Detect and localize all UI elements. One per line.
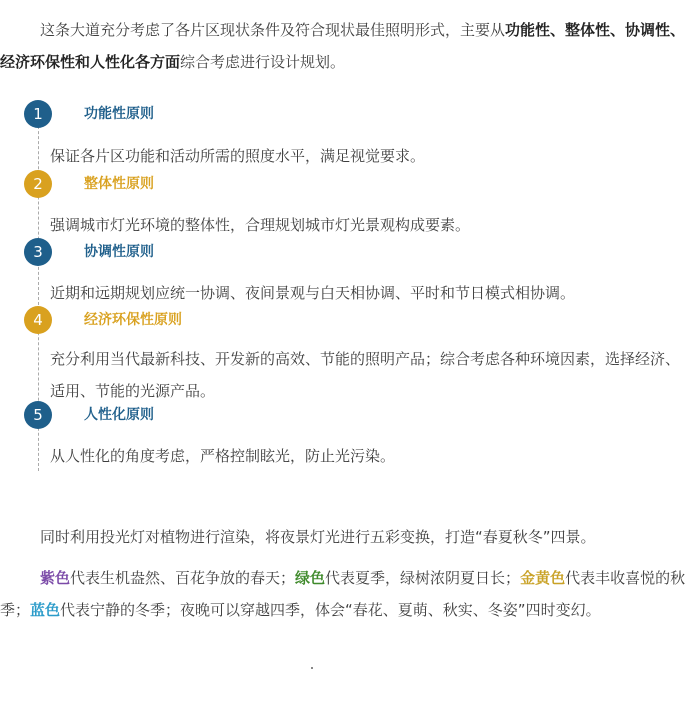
seasons-intro-paragraph: 同时利用投光灯对植物进行渲染，将夜景灯光进行五彩变换，打造“春夏秋冬”四景。 <box>40 528 596 546</box>
principle-desc-5: 从人性化的角度考虑，严格控制眩光，防止光污染。 <box>50 447 396 465</box>
principles-timeline <box>0 100 696 480</box>
principle-desc-3: 近期和远期规划应统一协调、夜间景观与白天相协调、平时和节日模式相协调。 <box>50 284 576 302</box>
summer-text: 代表夏季，绿树浓阴夏日长； <box>325 569 521 587</box>
principle-title-1: 功能性原则 <box>84 106 154 122</box>
principle-title-5: 人性化原则 <box>84 407 154 423</box>
intro-prefix: 这条大道充分考虑了各片区现状条件及符合现状最佳照明形式，主要从 <box>40 21 506 39</box>
principle-badge-1: 1 <box>24 100 52 128</box>
principle-title-2: 整体性原则 <box>84 176 154 192</box>
principle-desc-1: 保证各片区功能和活动所需的照度水平，满足视觉要求。 <box>50 147 426 165</box>
principle-badge-3: 3 <box>24 238 52 266</box>
winter-text: 代表宁静的冬季；夜晚可以穿越四季，体会“春花、夏萌、秋实、冬姿”四时变幻。 <box>60 601 601 619</box>
intro-paragraph <box>0 14 690 78</box>
principle-badge-4: 4 <box>24 306 52 334</box>
principle-title-4: 经济环保性原则 <box>84 312 182 328</box>
principle-desc-2: 强调城市灯光环境的整体性，合理规划城市灯光景观构成要素。 <box>50 216 471 234</box>
autumn-text: 代表丰收喜悦的秋季； <box>0 569 686 619</box>
principle-badge-2: 2 <box>24 170 52 198</box>
spring-text: 代表生机盎然、百花争放的春天； <box>70 569 296 587</box>
blue-keyword: 蓝色 <box>30 601 61 619</box>
stray-dot <box>311 667 313 669</box>
green-keyword: 绿色 <box>295 569 326 587</box>
gold-keyword: 金黄色 <box>520 569 566 587</box>
principle-desc-4: 充分利用当代最新科技、开发新的高效、节能的照明产品；综合考虑各种环境因素，选择经济、适用、节能的光源产品。 <box>50 350 681 400</box>
principle-badge-5: 5 <box>24 401 52 429</box>
purple-keyword: 紫色 <box>40 569 71 587</box>
intro-suffix: 综合考虑进行设计规划。 <box>180 53 346 71</box>
principle-title-3: 协调性原则 <box>84 244 154 260</box>
intro-bold: 功能性、整体性、协调性、经济环保性和人性化各方面 <box>0 21 686 71</box>
seasons-colors-paragraph <box>0 562 690 626</box>
